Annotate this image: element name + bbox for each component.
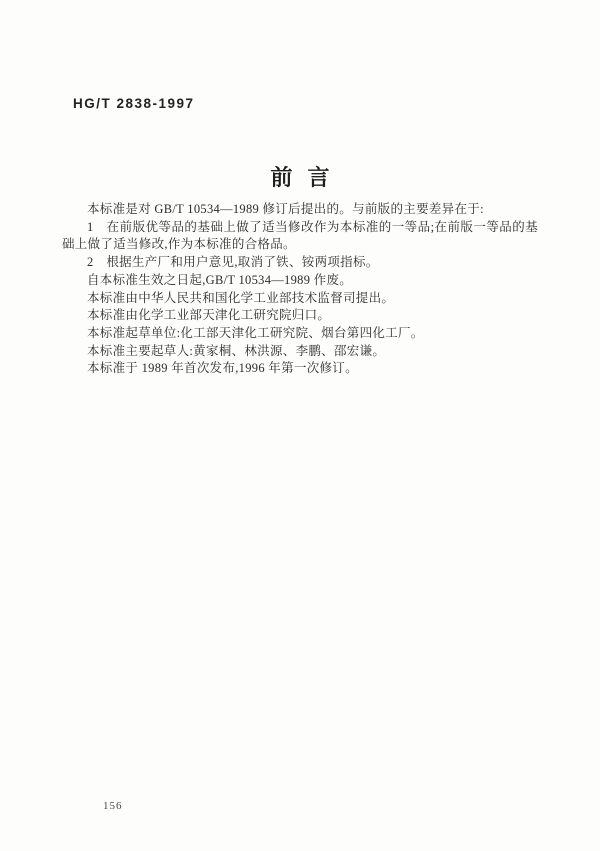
page-number: 156 [103,800,123,812]
paragraph: 本标准起草单位:化工部天津化工研究院、烟台第四化工厂。 [87,325,424,340]
paragraph: 自本标准生效之日起,GB/T 10534—1989 作废。 [87,272,353,287]
paragraph: 本标准是对 GB/T 10534—1989 修订后提出的。与前版的主要差异在于: [87,202,484,216]
foreword-body [62,201,538,378]
paragraph: 本标准于 1989 年首次发布,1996 年第一次修订。 [87,361,358,376]
paragraph: 本标准由化学工业部天津化工研究院归口。 [87,308,331,323]
paragraph: 1 在前版优等品的基础上做了适当修改作为本标准的一等品;在前版一等品的基础上做了适当修改,作为本标准的合格品。 [62,219,538,252]
paragraph: 本标准由中华人民共和国化学工业部技术监督司提出。 [87,290,395,305]
paragraph: 本标准主要起草人:黄家桐、林洪源、李鹏、邵宏谦。 [87,343,386,358]
page-title: 前言 [270,165,345,190]
paragraph: 2 根据生产厂和用户意见,取消了铁、铵两项指标。 [87,255,379,270]
standard-number-header: HG/T 2838-1997 [73,96,195,111]
